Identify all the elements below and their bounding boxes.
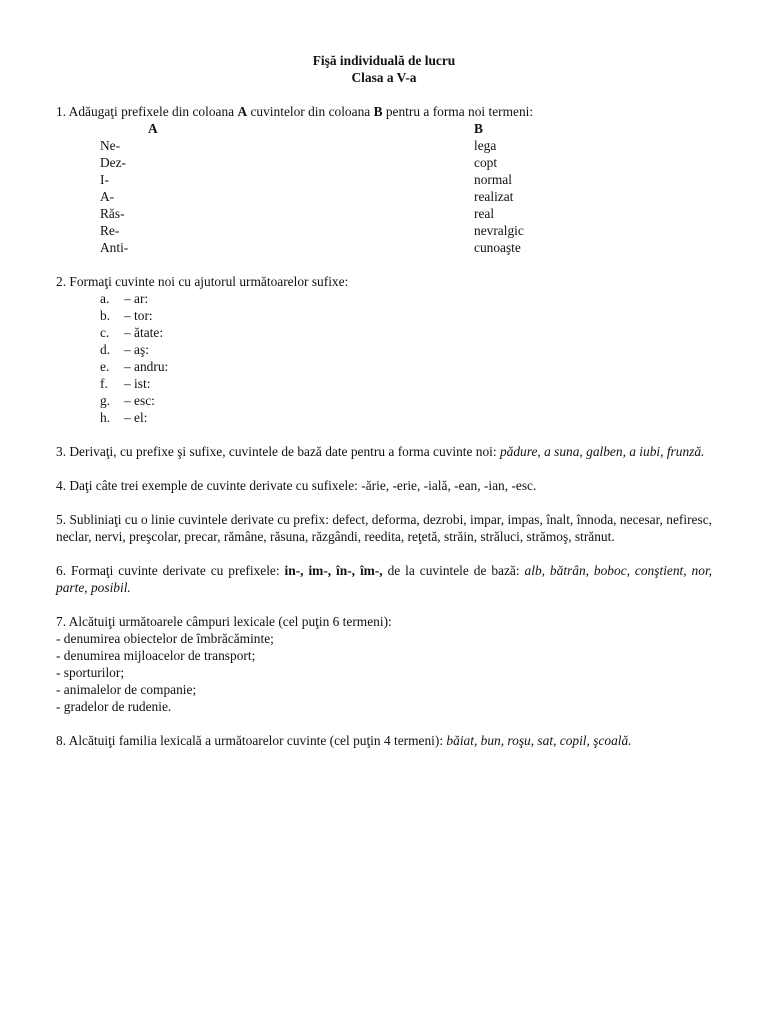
page-subtitle: Clasa a V-a	[351, 70, 417, 85]
word-cell: normal	[474, 172, 512, 187]
column-headers	[56, 120, 712, 137]
list-item: - denumirea obiectelor de îmbrăcăminte;	[56, 631, 274, 646]
list-item: f. – ist:	[100, 376, 151, 391]
word-cell: realizat	[474, 189, 514, 204]
table-row	[56, 154, 712, 171]
exercise-8: 8. Alcătuiţi familia lexicală a următoarelor cuvinte (cel puţin 4 termeni): băiat, bun, roşu, sat, copil, şcoală.	[56, 733, 632, 748]
prefix-cell: Răs-	[100, 206, 125, 221]
list-item: - sporturilor;	[56, 665, 125, 680]
table-row	[56, 222, 712, 239]
prefix-cell: Dez-	[100, 155, 127, 170]
exercise-1	[56, 103, 712, 256]
table-row	[56, 205, 712, 222]
list-item: - denumirea mijloacelor de transport;	[56, 648, 256, 663]
prefix-cell: Anti-	[100, 240, 129, 255]
exercise-2-text: 2. Formaţi cuvinte noi cu ajutorul următoarelor sufixe:	[56, 274, 349, 289]
list-item: - animalelor de companie;	[56, 682, 197, 697]
exercise-6: 6. Formaţi cuvinte derivate cu prefixele: in-, im-, în-, îm-, de la cuvintele de bază: alb, bătrân, boboc, conştient, nor, parte, posibil.	[56, 563, 713, 595]
table-row	[56, 137, 712, 154]
exercise-1-text: 1. Adăugaţi prefixele din coloana A cuvintelor din coloana B pentru a forma noi termeni:	[56, 104, 534, 119]
page-title: Fişă individuală de lucru	[312, 53, 456, 68]
exercise-2	[56, 273, 712, 426]
list-item: a. – ar:	[100, 291, 149, 306]
exercise-3: 3. Derivaţi, cu prefixe şi sufixe, cuvintele de bază date pentru a forma cuvinte noi: pădure, a suna, galben, a iubi, frunză.	[56, 444, 705, 459]
table-row	[56, 188, 712, 205]
word-cell: copt	[474, 155, 498, 170]
exercise-7	[56, 613, 712, 715]
prefix-cell: I-	[100, 172, 109, 187]
list-item: g. – esc:	[100, 393, 155, 408]
column-b-header: B	[474, 121, 483, 136]
word-cell: cunoaşte	[474, 240, 521, 255]
prefix-cell: A-	[100, 189, 115, 204]
list-item: h. – el:	[100, 410, 148, 425]
word-cell: real	[474, 206, 495, 221]
prefix-cell: Ne-	[100, 138, 121, 153]
worksheet	[56, 52, 712, 749]
column-a-header: A	[148, 121, 158, 136]
exercise-4: 4. Daţi câte trei exemple de cuvinte derivate cu sufixele: -ărie, -erie, -ială, -ean, -ian, -esc.	[56, 478, 537, 493]
list-item: e. – andru:	[100, 359, 169, 374]
table-row	[56, 239, 712, 256]
word-cell: lega	[474, 138, 497, 153]
word-cell: nevralgic	[474, 223, 524, 238]
exercise-5: 5. Subliniaţi cu o linie cuvintele derivate cu prefix: defect, deforma, dezrobi, impar, impas, înalt, înnoda, necesar, nefiresc, neclar, nervi, preşcolar, precar, rămâne, răsuna, răzgândi, reedita, reţetă, străin, străluci, strămoş, strănut.	[56, 512, 712, 544]
list-item: - gradelor de rudenie.	[56, 699, 172, 714]
list-item: b. – tor:	[100, 308, 153, 323]
list-item: c. – ătate:	[100, 325, 164, 340]
table-row	[56, 171, 712, 188]
exercise-7-text: 7. Alcătuiţi următoarele câmpuri lexicale (cel puţin 6 termeni):	[56, 614, 392, 629]
list-item: d. – aş:	[100, 342, 149, 357]
prefix-cell: Re-	[100, 223, 120, 238]
